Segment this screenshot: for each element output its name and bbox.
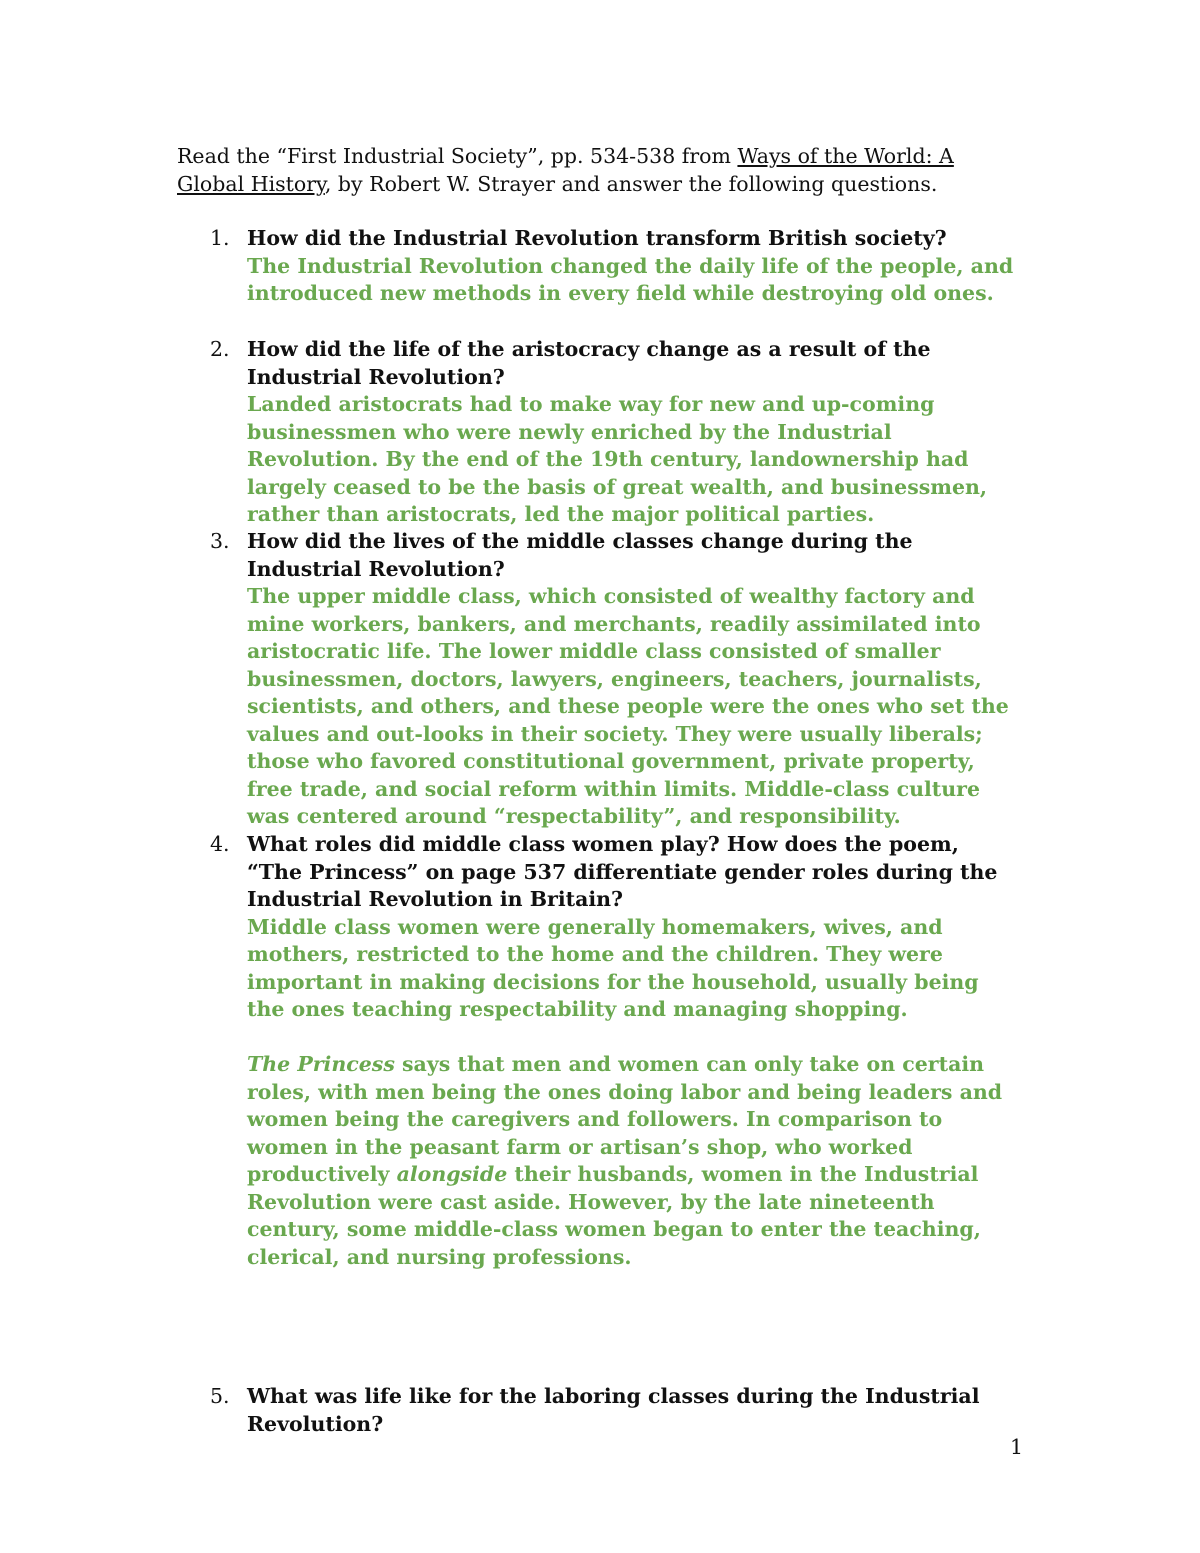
answer-paragraph: The Industrial Revolution changed the daily life of the people, and introduced new methods in every field while destroying old ones. bbox=[247, 253, 1014, 305]
question-item-4 bbox=[210, 831, 1020, 1271]
book-title: Ways of the World: A Global History bbox=[177, 144, 954, 196]
instructions-prefix: Read the “First Industrial Society”, pp. 534-538 from bbox=[177, 144, 738, 168]
question-number: 1. bbox=[210, 226, 230, 250]
answer-paragraph: The upper middle class, which consisted of wealthy factory and mine workers, bankers, and merchants, readily assimilated into aristocratic life. The lower middle class consisted of smaller businessmen, doctors, lawyers, engineers, teachers, journalists, scientists, and others, and these people were the ones who set the values and out-looks in their society. They were usually liberals; those who favored constitutional government, private property, free trade, and social reform within limits. Middle-class culture was centered around “respectability”, and responsibility. bbox=[247, 584, 1009, 828]
question-text: How did the lives of the middle classes change during the Industrial Revolution? bbox=[247, 529, 913, 581]
answer-paragraph-2 bbox=[247, 1051, 1020, 1271]
answer-paragraph: Middle class women were generally homemakers, wives, and mothers, restricted to the home and the children. They were important in making decisions for the household, usually being the ones teaching respectability and managing shopping. bbox=[247, 914, 979, 1021]
answer-text bbox=[247, 583, 1020, 831]
page-number: 1 bbox=[1010, 1435, 1024, 1459]
question-number: 2. bbox=[210, 337, 230, 361]
question-item-5 bbox=[210, 1383, 1020, 1438]
question-text: How did the life of the aristocracy change as a result of the Industrial Revolution? bbox=[247, 337, 931, 389]
question-text: How did the Industrial Revolution transform British society? bbox=[247, 226, 947, 250]
poem-title: The Princess bbox=[247, 1052, 395, 1076]
question-number: 4. bbox=[210, 832, 230, 856]
question-text: What was life like for the laboring classes during the Industrial Revolution? bbox=[247, 1384, 980, 1436]
answer-part-2: their husbands, women in the Industrial Revolution were cast aside. However, by the late nineteenth century, some middle-class women began to enter the teaching, clerical, and nursing professions. bbox=[247, 1162, 981, 1269]
instructions-suffix: , by Robert W. Strayer and answer the following questions. bbox=[324, 172, 938, 196]
question-item-2 bbox=[210, 336, 1020, 529]
answer-text bbox=[247, 391, 1020, 529]
question-item-1 bbox=[210, 225, 1020, 308]
question-item-3 bbox=[210, 528, 1020, 831]
paragraph-gap bbox=[247, 1024, 1020, 1052]
question-number: 3. bbox=[210, 529, 230, 553]
question-text: What roles did middle class women play? How does the poem, “The Princess” on page 537 differentiate gender roles during the Industrial Revolution in Britain? bbox=[247, 832, 998, 911]
instructions-paragraph bbox=[177, 142, 1017, 198]
answer-part-1: says that men and women can only take on certain roles, with men being the ones doing labor and being leaders and women being the caregivers and followers. In comparison to women in the peasant farm or artisan’s shop, who worked productively bbox=[247, 1052, 1003, 1186]
answer-paragraph: Landed aristocrats had to make way for new and up-coming businessmen who were newly enriched by the Industrial Revolution. By the end of the 19th century, landownership had largely ceased to be the basis of great wealth, and businessmen, rather than aristocrats, led the major political parties. bbox=[247, 392, 988, 526]
question-number: 5. bbox=[210, 1384, 230, 1408]
answer-text bbox=[247, 914, 1020, 1272]
answer-text bbox=[247, 253, 1020, 308]
emphasis-text: alongside bbox=[396, 1162, 508, 1186]
